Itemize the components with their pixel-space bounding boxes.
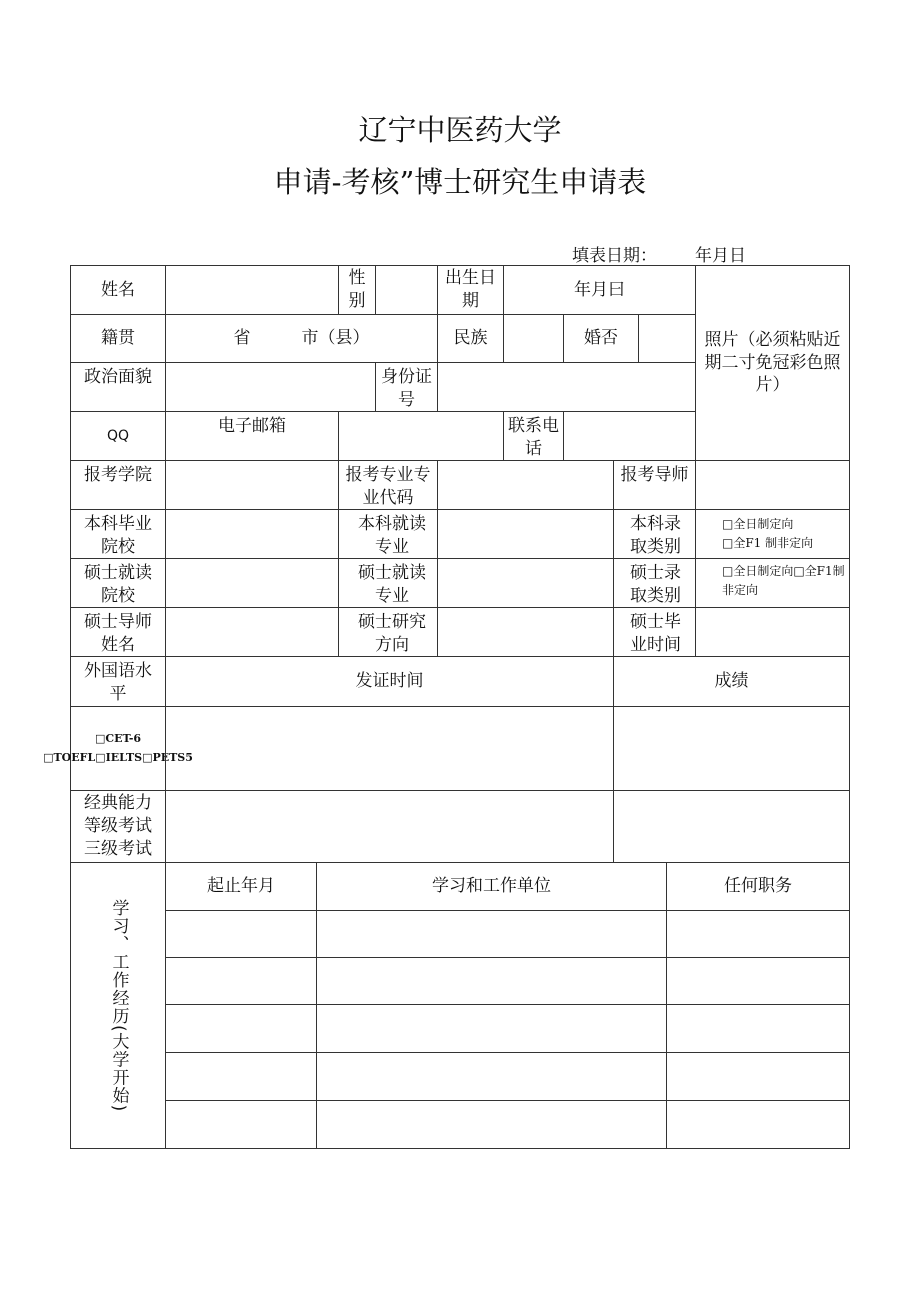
- lang-tests-text[interactable]: □CET-6 □TOEFL□IELTS□PETS5: [43, 731, 193, 764]
- gender-field[interactable]: [375, 265, 438, 315]
- history-row-4-period[interactable]: [165, 1052, 317, 1101]
- marital-field[interactable]: [638, 314, 696, 363]
- history-row-3-period[interactable]: [165, 1004, 317, 1053]
- history-label: [70, 862, 166, 1149]
- bachelor-major-field[interactable]: [437, 509, 614, 559]
- apply-supervisor-field[interactable]: [695, 460, 850, 510]
- classic-exam-score-field[interactable]: [613, 790, 850, 863]
- foreign-lang-label: 外国语水平: [70, 656, 166, 707]
- history-row-2-position[interactable]: [666, 957, 850, 1005]
- apply-supervisor-label: 报考导师: [613, 460, 696, 510]
- birth-label: 出生日期: [437, 265, 504, 315]
- native-label: 籍贯: [70, 314, 166, 363]
- university-title: 辽宁中医药大学: [358, 113, 562, 147]
- history-row-1-period[interactable]: [165, 910, 317, 958]
- history-row-2-period[interactable]: [165, 957, 317, 1005]
- history-row-5-period[interactable]: [165, 1100, 317, 1149]
- master-grad-field[interactable]: [695, 607, 850, 657]
- history-row-4-unit[interactable]: [316, 1052, 667, 1101]
- fill-date: [572, 241, 746, 266]
- phone-label: 联系电话: [503, 411, 564, 461]
- apply-major-field[interactable]: [437, 460, 614, 510]
- master-supervisor-label: 硕士导师姓名: [70, 607, 166, 657]
- gender-label: 性别: [338, 265, 376, 315]
- name-field[interactable]: [165, 265, 339, 315]
- native-field[interactable]: 省 市（县）: [165, 314, 438, 363]
- fill-date-value: 年月日: [695, 246, 746, 266]
- fill-date-label: 填表日期：: [572, 246, 657, 266]
- master-major-field[interactable]: [437, 558, 614, 608]
- master-direction-label: 硕士研究方向: [338, 607, 438, 657]
- score-label: 成绩: [613, 656, 850, 707]
- master-type-label: 硕士录取类别: [613, 558, 696, 608]
- lang-score-field[interactable]: [613, 706, 850, 791]
- classic-exam-time-field[interactable]: [165, 790, 614, 863]
- bachelor-type-options[interactable]: [695, 509, 850, 559]
- email-label: 电子邮箱: [165, 411, 339, 461]
- marital-label: 婚否: [563, 314, 639, 363]
- master-type-options[interactable]: [695, 558, 850, 608]
- history-col-unit: 学习和工作单位: [316, 862, 667, 911]
- bachelor-type-label: 本科录取类别: [613, 509, 696, 559]
- idcard-field[interactable]: [437, 362, 696, 412]
- history-row-1-position[interactable]: [666, 910, 850, 958]
- bachelor-major-label: 本科就读专业: [338, 509, 438, 559]
- phone-field[interactable]: [563, 411, 696, 461]
- master-school-field[interactable]: [165, 558, 339, 608]
- master-grad-label: 硕士毕业时间: [613, 607, 696, 657]
- history-row-5-position[interactable]: [666, 1100, 850, 1149]
- photo-box[interactable]: 照片（必须粘贴近期二寸免冠彩色照片）: [695, 265, 850, 461]
- bachelor-option-nonoriented[interactable]: □全F1 制非定向: [722, 536, 814, 550]
- name-label: 姓名: [70, 265, 166, 315]
- ethnic-field[interactable]: [503, 314, 564, 363]
- classic-exam-label: 经典能力等级考试三级考试: [70, 790, 166, 863]
- bachelor-option-oriented[interactable]: □全日制定向: [722, 516, 794, 531]
- qq-label: QQ: [70, 411, 166, 461]
- apply-college-label: 报考学院: [70, 460, 166, 510]
- history-row-3-position[interactable]: [666, 1004, 850, 1053]
- email-field[interactable]: [338, 411, 504, 461]
- idcard-label: 身份证号: [375, 362, 438, 412]
- bachelor-school-field[interactable]: [165, 509, 339, 559]
- form-title: 申请-考核”博士研究生申请表: [273, 165, 647, 199]
- master-school-label: 硕士就读院校: [70, 558, 166, 608]
- master-type-options-text[interactable]: □全日制定向□全F1制非定向: [722, 564, 845, 598]
- history-col-position: 任何职务: [666, 862, 850, 911]
- history-label-text: 学习、工作经历(大学开始): [108, 898, 129, 1113]
- history-row-5-unit[interactable]: [316, 1100, 667, 1149]
- apply-college-field[interactable]: [165, 460, 339, 510]
- bachelor-school-label: 本科毕业院校: [70, 509, 166, 559]
- history-row-1-unit[interactable]: [316, 910, 667, 958]
- birth-field[interactable]: 年月曰: [503, 265, 696, 315]
- lang-cert-time-field[interactable]: [165, 706, 614, 791]
- lang-tests[interactable]: [43, 706, 193, 791]
- political-field[interactable]: [165, 362, 376, 412]
- master-supervisor-field[interactable]: [165, 607, 339, 657]
- history-row-4-position[interactable]: [666, 1052, 850, 1101]
- history-row-2-unit[interactable]: [316, 957, 667, 1005]
- ethnic-label: 民族: [437, 314, 504, 363]
- master-direction-field[interactable]: [437, 607, 614, 657]
- history-col-period: 起止年月: [165, 862, 317, 911]
- history-row-3-unit[interactable]: [316, 1004, 667, 1053]
- apply-major-label: 报考专业专业代码: [338, 460, 438, 510]
- cert-time-label: 发证时间: [165, 656, 614, 707]
- master-major-label: 硕士就读专业: [338, 558, 438, 608]
- political-label: 政治面貌: [70, 362, 166, 412]
